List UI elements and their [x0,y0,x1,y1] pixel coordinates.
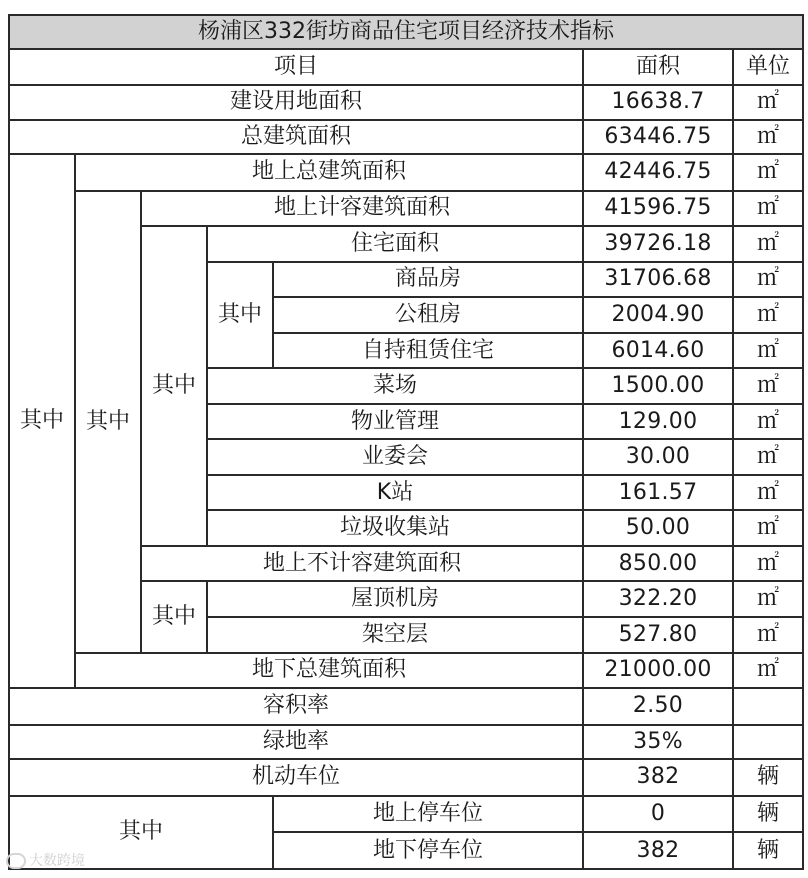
qizhong-level1: 其中 [9,154,75,688]
qizhong-parking: 其中 [9,796,273,869]
row-area: 1500.00 [583,368,733,404]
watermark-text: 大数跨境 [29,853,85,869]
row-label: 机动车位 [9,759,583,796]
row-unit: ㎡ [733,546,803,582]
row-area: 2004.90 [583,297,733,333]
row-unit: ㎡ [733,581,803,617]
row-area: 161.57 [583,475,733,511]
economic-indicators-table [8,14,804,870]
row-unit: ㎡ [733,297,803,333]
table-title: 杨浦区332街坊商品住宅项目经济技术指标 [9,15,803,49]
row-area: 129.00 [583,404,733,440]
row-area: 42446.75 [583,154,733,191]
row-unit: ㎡ [733,653,803,689]
row-unit: ㎡ [733,475,803,511]
row-area: 322.20 [583,581,733,617]
row-label: 建设用地面积 [9,85,583,120]
row-area: 31706.68 [583,262,733,298]
row-label: 总建筑面积 [9,120,583,155]
row-label: 地上总建筑面积 [75,154,583,191]
row-area: 50.00 [583,510,733,546]
row-area: 35% [583,725,733,760]
row-label: 业委会 [207,439,583,475]
row-unit [733,725,803,760]
header-item: 项目 [9,49,583,86]
row-area: 39726.18 [583,226,733,262]
row-label: 公租房 [273,297,583,333]
qizhong-level4: 其中 [207,262,273,369]
row-unit [733,688,803,725]
row-area: 0 [583,796,733,833]
row-label: 屋顶机房 [207,581,583,617]
row-label: 菜场 [207,368,583,404]
row-label: 地下总建筑面积 [75,653,583,689]
row-area: 382 [583,759,733,796]
row-unit: ㎡ [733,439,803,475]
row-label: 架空层 [207,617,583,653]
header-area: 面积 [583,49,733,86]
qizhong-level2: 其中 [75,191,141,653]
watermark-logo-icon [6,853,26,869]
row-area: 2.50 [583,688,733,725]
row-unit: ㎡ [733,333,803,369]
row-area: 63446.75 [583,120,733,155]
row-unit: ㎡ [733,85,803,120]
row-area: 850.00 [583,546,733,582]
row-label: 自持租赁住宅 [273,333,583,369]
row-unit: ㎡ [733,368,803,404]
row-unit: ㎡ [733,404,803,440]
row-unit: ㎡ [733,617,803,653]
row-area: 16638.7 [583,85,733,120]
row-unit: ㎡ [733,191,803,227]
row-label: 商品房 [273,262,583,298]
row-label: 住宅面积 [207,226,583,262]
row-unit: ㎡ [733,226,803,262]
row-area: 41596.75 [583,191,733,227]
row-unit: 辆 [733,796,803,833]
row-area: 30.00 [583,439,733,475]
row-unit: ㎡ [733,510,803,546]
row-unit: ㎡ [733,154,803,191]
row-unit: ㎡ [733,120,803,155]
row-label: 地上停车位 [273,796,583,833]
row-unit: 辆 [733,759,803,796]
qizhong-level3b: 其中 [141,581,207,652]
row-label: K站 [207,475,583,511]
row-unit: ㎡ [733,262,803,298]
row-area: 382 [583,832,733,869]
row-area: 6014.60 [583,333,733,369]
qizhong-level3: 其中 [141,226,207,546]
row-area: 21000.00 [583,653,733,689]
header-unit: 单位 [733,49,803,86]
row-label: 物业管理 [207,404,583,440]
row-label: 绿地率 [9,725,583,760]
row-label: 地上计容建筑面积 [141,191,583,227]
watermark [6,850,85,870]
row-label: 地下停车位 [273,832,583,869]
row-label: 垃圾收集站 [207,510,583,546]
row-unit: 辆 [733,832,803,869]
row-label: 地上不计容建筑面积 [141,546,583,582]
row-area: 527.80 [583,617,733,653]
row-label: 容积率 [9,688,583,725]
